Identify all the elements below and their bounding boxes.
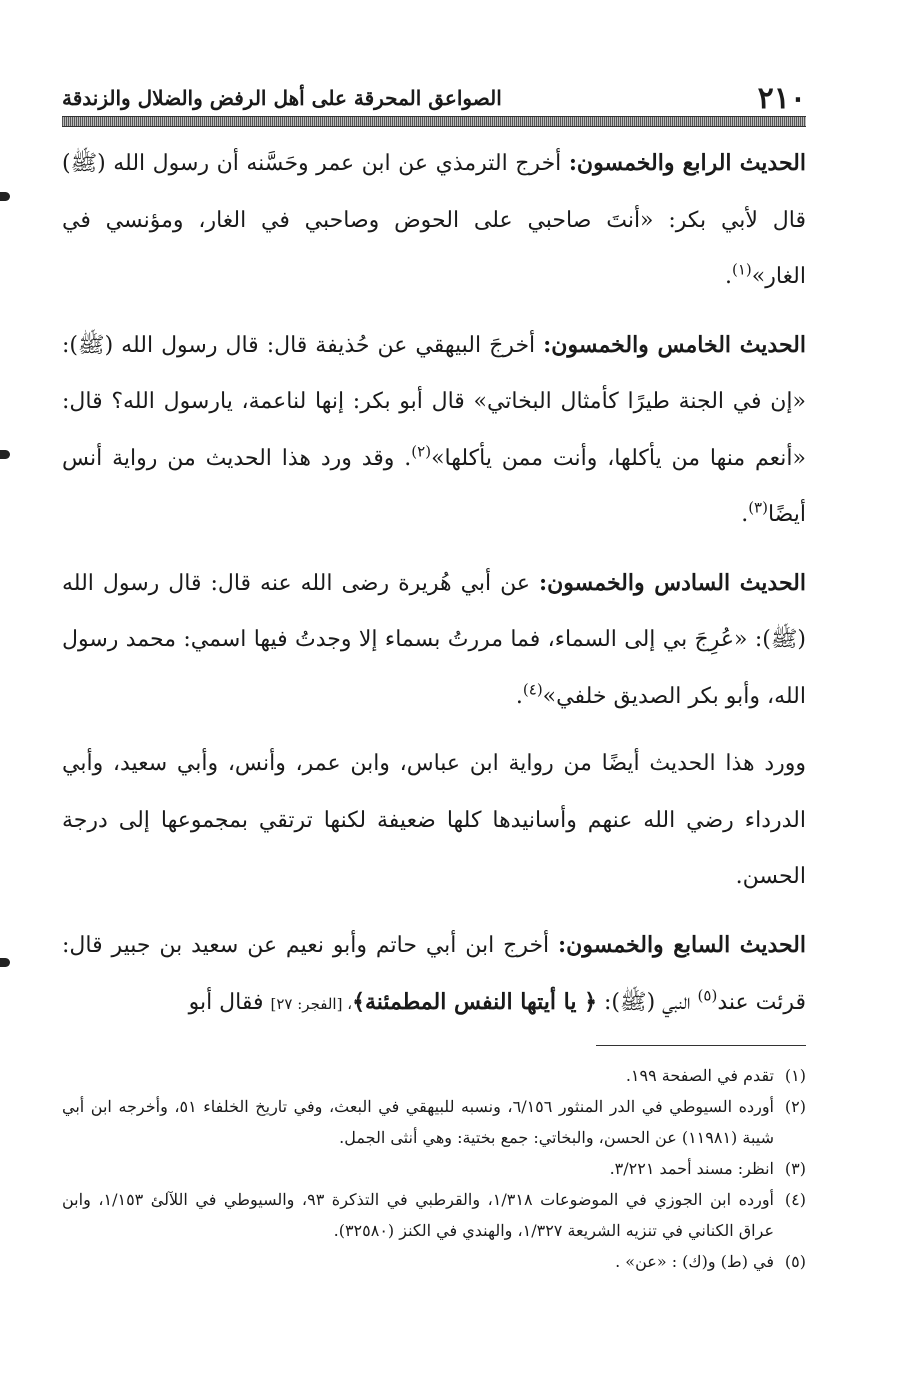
hadith-text: أخرج الترمذي عن ابن عمر وحَسَّنه أن رسول الله (ﷺ) قال لأبي بكر: «أنتَ صاحبي على الحوض وصاحبي في الغار، ومؤنسي في الغار»: [62, 151, 806, 289]
hadith-text: النبي (ﷺ):: [597, 990, 698, 1015]
running-head: [62, 62, 806, 114]
footnote: [62, 1060, 806, 1091]
hadith-text: .: [741, 502, 749, 527]
hadith-text: أخرج ابن أبي حاتم وأبو نعيم عن سعيد بن جبير قال: قرئت عند: [62, 932, 806, 1015]
hadith-heading: الحديث السادس والخمسون:: [538, 569, 806, 596]
footnote-text: أورده السيوطي في الدر المنثور ٦/١٥٦، ونسبه للبيهقي في البعث، وفي تاريخ الخلفاء ٥١، وأخرجه ابن أبي شيبة (١١٩٨١) عن الحسن، والبخاتي: جمع بختية: وهي أنثى الجمل.: [62, 1096, 774, 1147]
footnote-text: في (ط) و(ك) : «عن» .: [615, 1251, 774, 1271]
quran-reference: ، [الفجر: ٢٧]: [270, 995, 353, 1013]
hadith-text: .: [515, 683, 523, 709]
footnote: [62, 1184, 806, 1246]
margin-mark: [0, 450, 10, 459]
footnote-ref: (٥): [697, 986, 718, 1005]
footnote-number: (٢): [784, 1096, 806, 1116]
footnote: [62, 1091, 806, 1153]
book-title: الصواعق المحرقة على أهل الرفض والضلال والزندقة: [62, 86, 502, 110]
margin-mark: [0, 958, 10, 967]
margin-mark: [0, 192, 10, 201]
hadith-57: [62, 917, 806, 1033]
footnote-number: (١): [784, 1065, 806, 1085]
hadith-text: . وقد ورد هذا الحديث من رواية أنس أيضًا: [62, 445, 806, 527]
hadith-text: أخرجَ البيهقي عن حُذيفة قال: قال رسول الله (ﷺ): «إن في الجنة طيرًا كأمثال البخاتي» قال أبو بكر: إنها لناعمة، يارسول الله؟ قال: «أنعم منها من يأكلها، وأنت ممن يأكلها»: [62, 332, 806, 471]
footnote: [62, 1246, 806, 1277]
commentary-paragraph: وورد هذا الحديث أيضًا من رواية ابن عباس، وابن عمر، وأنس، وأبي سعيد، وأبي الدرداء رضي الله عنهم وأسانيدها كلها ضعيفة لكنها ترتقي بمجموعها إلى درجة الحسن.: [62, 751, 806, 889]
page-number: ٢١٠: [757, 81, 806, 116]
hadith-text: .: [725, 264, 732, 289]
footnote-number: (٤): [784, 1189, 807, 1209]
footnote-rule: [596, 1045, 806, 1046]
footnotes: [62, 1060, 806, 1277]
book-page: [62, 62, 806, 1277]
hadith-heading: الحديث الرابع والخمسون:: [568, 150, 806, 176]
hadith-55: [62, 317, 806, 544]
footnote-text: انظر: مسند أحمد ٣/٢٢١.: [609, 1158, 774, 1178]
footnote-number: (٣): [784, 1158, 806, 1178]
footnote-ref: (٤): [522, 680, 543, 699]
hadith-56: [62, 555, 806, 726]
hadith-54: [62, 135, 806, 306]
footnote-text: أورده ابن الجوزي في الموضوعات ١/٣١٨، والقرطبي في التذكرة ٩٣، والسيوطي في اللآلئ ١/١٥٣، وابن عراق الكناني في تنزيه الشريعة ١/٣٢٧، والهندي في الكنز (٣٢٥٨٠).: [62, 1189, 775, 1240]
hadith-heading: الحديث السابع والخمسون:: [558, 931, 807, 958]
footnote-text: تقدم في الصفحة ١٩٩.: [625, 1065, 774, 1085]
footnote-ref: (٣): [748, 498, 768, 517]
footnote-ref: (١): [732, 260, 752, 279]
hadith-heading: الحديث الخامس والخمسون:: [543, 331, 806, 358]
hadith-text: فقال أبو: [188, 990, 271, 1015]
header-rule: [62, 116, 806, 127]
body-text: [62, 135, 806, 1033]
footnote-ref: (٢): [411, 442, 432, 461]
footnote-number: (٥): [784, 1251, 806, 1271]
hadith-text: عن أبي هُريرة رضى الله عنه قال: قال رسول الله (ﷺ): «عُرِجَ بي إلى السماء، فما مررتُ بسماء إلا وجدتُ فيها اسمي: محمد رسول الله، وأبو بكر الصديق خلفي»: [62, 570, 806, 709]
footnote: [62, 1153, 806, 1184]
quran-verse: ﴿ يا أيتها النفس المطمئنة﴾: [352, 989, 598, 1015]
